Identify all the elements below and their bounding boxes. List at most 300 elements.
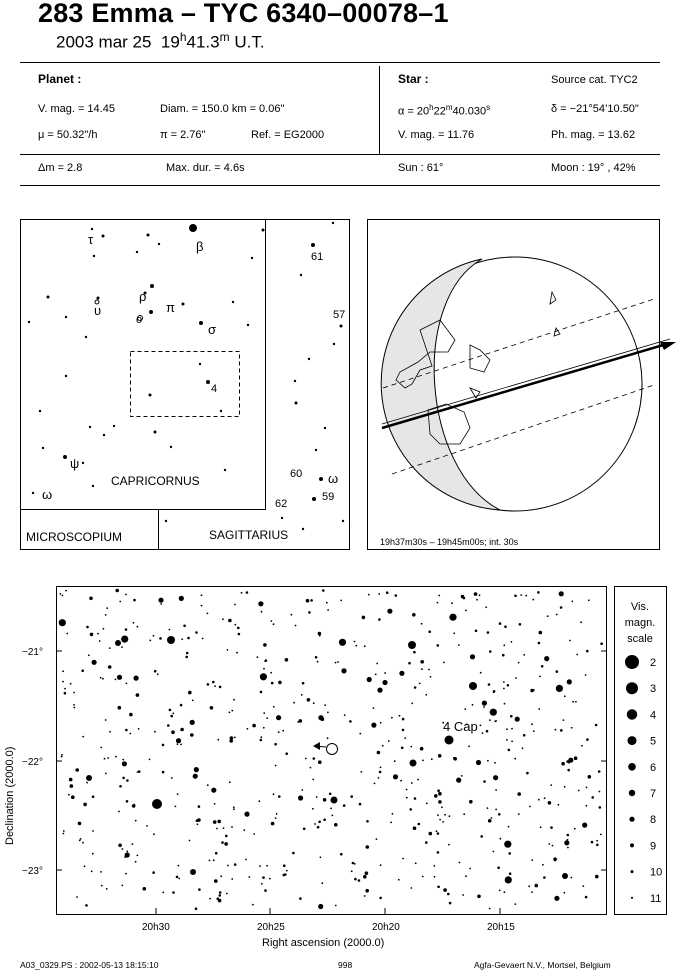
label-psi: ψ (70, 456, 80, 471)
chart-star (596, 840, 598, 842)
chart-star (437, 789, 440, 792)
chart-star (535, 884, 539, 888)
chart-star (586, 787, 588, 789)
chart-star (310, 767, 312, 769)
chart-star (153, 833, 155, 835)
chart-star (575, 701, 577, 703)
chart-star (299, 897, 302, 900)
chart-star (233, 806, 235, 808)
chart-star (596, 844, 599, 847)
chart-star (365, 889, 369, 893)
chart-star (126, 779, 129, 782)
chart-star (472, 704, 474, 706)
chart-star (449, 815, 451, 817)
chart-star (262, 876, 265, 879)
chart-star (207, 683, 210, 686)
chart-star (234, 624, 236, 626)
label-4: 4 (211, 383, 218, 395)
chart-star (540, 826, 542, 828)
chart-star (88, 654, 90, 656)
chart-star (340, 853, 343, 856)
chart-star (118, 706, 122, 710)
chart-star (354, 878, 357, 881)
chart-star (505, 876, 512, 883)
chart-star (231, 826, 233, 828)
chart-star (269, 878, 271, 880)
ra-tick-2025: 20h25 (257, 922, 285, 933)
chart-star (263, 668, 265, 670)
chart-star (483, 780, 486, 783)
chart-star (106, 607, 108, 609)
chart-star (190, 733, 194, 737)
chart-star (506, 739, 508, 741)
chart-star (125, 729, 128, 732)
chart-star (398, 879, 400, 881)
chart-star (241, 592, 243, 594)
chart-star (519, 623, 522, 626)
chart-star (437, 602, 439, 604)
chart-star (359, 803, 362, 806)
chart-star (275, 765, 277, 767)
chart-star (571, 601, 573, 603)
planet-vmag: V. mag. = 14.45 (38, 103, 115, 115)
chart-star (138, 728, 140, 730)
chart-star (518, 813, 520, 815)
chart-star (259, 865, 261, 867)
chart-star (316, 796, 318, 798)
chart-star (109, 731, 111, 733)
chart-star (153, 635, 155, 637)
delta-mag: Δm = 2.8 (38, 162, 83, 174)
chart-star (502, 654, 505, 657)
chart-star (210, 706, 214, 710)
chart-star (561, 729, 563, 731)
chart-star (245, 859, 247, 861)
chart-star (477, 895, 481, 899)
chart-star (591, 841, 594, 844)
chart-star (177, 743, 179, 745)
asteroid-position (327, 744, 338, 755)
chart-star (567, 769, 570, 772)
chart-star (64, 688, 66, 690)
chart-star (413, 651, 416, 654)
chart-star (488, 683, 491, 686)
scale-label: 4 (650, 709, 657, 722)
chart-star (334, 823, 338, 827)
chart-star (362, 616, 366, 620)
chart-star (430, 676, 432, 678)
chart-star (588, 599, 590, 601)
chart-star (318, 632, 322, 636)
chart-star (523, 654, 525, 656)
scale-dot (630, 843, 634, 847)
chart-star (358, 879, 361, 882)
chart-star (487, 631, 490, 634)
chart-star (326, 602, 328, 604)
chart-star (572, 701, 574, 703)
chart-star (411, 887, 413, 889)
scale-title-3: scale (627, 633, 653, 645)
chart-star (231, 710, 233, 712)
chart-star (378, 777, 380, 779)
chart-star (303, 828, 306, 831)
chart-star (229, 712, 231, 714)
planet-parallax: π = 2.76" (160, 129, 206, 141)
chart-star (456, 778, 461, 783)
chart-star (504, 891, 506, 893)
chart-star (122, 777, 125, 780)
chart-star (438, 595, 440, 597)
chart-star (422, 760, 424, 762)
chart-star (97, 633, 99, 635)
chart-star (227, 649, 229, 651)
chart-star (162, 892, 164, 894)
chart-star (600, 642, 603, 645)
chart-star (105, 614, 107, 616)
chart-star (508, 852, 511, 855)
chart-star (171, 730, 175, 734)
chart-star (386, 591, 389, 594)
chart-star (425, 841, 428, 844)
chart-star (493, 775, 498, 780)
chart-star (273, 706, 275, 708)
chart-bright-star (86, 775, 92, 781)
chart-star (489, 650, 492, 653)
chart-star (437, 644, 440, 647)
chart-star (313, 702, 315, 704)
chart-star (115, 589, 119, 593)
chart-star (511, 741, 513, 743)
chart-star (382, 680, 387, 685)
chart-star (413, 826, 417, 830)
chart-star (154, 731, 156, 733)
chart-star (125, 594, 127, 596)
chart-star (360, 771, 362, 773)
chart-star (525, 595, 527, 597)
chart-star (591, 796, 594, 799)
chart-star (564, 786, 566, 788)
label-62: 62 (275, 498, 288, 510)
chart-star (544, 656, 549, 661)
chart-star (83, 803, 87, 807)
scale-dot (627, 709, 637, 719)
chart-star (411, 782, 413, 784)
chart-star (285, 658, 289, 662)
chart-star (376, 838, 378, 840)
chart-star (469, 800, 473, 804)
chart-star (233, 808, 235, 810)
chart-star (335, 905, 337, 907)
chart-star (528, 885, 530, 887)
chart-star (330, 808, 332, 810)
chart-star (133, 599, 136, 602)
chart-star (299, 719, 303, 723)
chart-star (366, 845, 370, 849)
dec-tick-21: −21° (22, 647, 43, 658)
chart-star (125, 852, 130, 857)
chart-star (399, 671, 404, 676)
chart-star (118, 811, 120, 813)
chart-star (263, 643, 267, 647)
scale-dot (629, 790, 635, 796)
chart-star (538, 642, 541, 645)
chart-star (187, 637, 190, 640)
chart-star (209, 898, 211, 900)
chart-star (71, 795, 75, 799)
chart-star (226, 893, 228, 895)
chart-star (260, 691, 263, 694)
chart-star (414, 686, 417, 689)
chart-star (291, 614, 293, 616)
capricornus-boundary (21, 220, 266, 510)
chart-star (458, 644, 460, 646)
chart-star (508, 826, 510, 828)
date-m: m (219, 30, 230, 44)
chart-star (221, 841, 224, 844)
chart-star (273, 623, 275, 625)
label-4-cap: 4 Cap (443, 719, 478, 734)
chart-star (406, 797, 408, 799)
chart-star (486, 730, 489, 733)
chart-star (578, 790, 580, 792)
chart-star (207, 613, 209, 615)
chart-star (371, 723, 376, 728)
chart-star (214, 879, 218, 883)
chart-star (108, 665, 112, 669)
chart-star (84, 865, 86, 867)
chart-star (125, 873, 127, 875)
chart-star (531, 723, 533, 725)
chart-star (487, 807, 489, 809)
planet-reference: Ref. = EG2000 (251, 129, 325, 141)
chart-star (275, 817, 277, 819)
scale-label: 6 (650, 761, 657, 774)
chart-star (554, 896, 559, 901)
chart-star (198, 805, 201, 808)
scale-dot (628, 736, 637, 745)
chart-star (491, 817, 493, 819)
chart-star (302, 682, 305, 685)
chart-star (377, 751, 381, 755)
chart-star (378, 618, 381, 621)
chart-star (159, 637, 162, 640)
scale-dot (626, 682, 638, 694)
scale-dot (629, 817, 634, 822)
chart-star (201, 605, 203, 607)
chart-star (312, 808, 314, 810)
chart-star (489, 908, 491, 910)
globe-caption: 19h37m30s – 19h45m00s; int. 30s (380, 537, 519, 547)
chart-star (327, 712, 329, 714)
chart-star (586, 738, 589, 741)
chart-star (321, 906, 323, 908)
date-suffix: U.T. (234, 32, 265, 52)
label-61: 61 (311, 251, 324, 263)
chart-star (550, 784, 552, 786)
y-axis-label: Declination (2000.0) (4, 746, 16, 845)
chart-star (495, 789, 497, 791)
chart-star (169, 629, 171, 631)
chart-star (65, 590, 67, 592)
chart-star (85, 904, 88, 907)
chart-star (219, 894, 222, 897)
chart-star (465, 610, 467, 612)
label-60: 60 (290, 468, 303, 480)
label-microscopium: MICROSCOPIUM (26, 530, 122, 544)
chart-star (102, 678, 104, 680)
chart-star (261, 883, 263, 885)
chart-star (216, 828, 218, 830)
chart-star (61, 754, 63, 756)
chart-star (260, 739, 263, 742)
chart-star (595, 724, 598, 727)
chart-star (563, 719, 565, 721)
scale-label: 11 (650, 892, 662, 905)
chart-star (135, 861, 137, 863)
chart-star (137, 855, 139, 857)
chart-star (271, 822, 275, 826)
chart-star (404, 737, 406, 739)
scale-label: 8 (650, 814, 657, 827)
chart-star (86, 782, 88, 784)
chart-star (428, 669, 430, 671)
chart-star (543, 876, 546, 879)
chart-star (313, 757, 316, 760)
chart-star (393, 774, 398, 779)
detail-field-box (131, 352, 240, 417)
chart-star (560, 606, 563, 609)
chart-star (126, 800, 129, 803)
chart-star (318, 715, 323, 720)
chart-star (258, 601, 263, 606)
label-sigma: σ (208, 322, 217, 337)
scale-dot (625, 655, 639, 669)
asteroid-motion-arrow (313, 742, 320, 750)
chart-star (514, 595, 517, 598)
chart-star (465, 875, 467, 877)
chart-star (62, 681, 64, 683)
chart-star (392, 813, 394, 815)
chart-star (480, 835, 483, 838)
chart-star (266, 865, 268, 867)
scale-label: 3 (650, 683, 657, 696)
chart-star (201, 594, 203, 596)
footer-company: Agfa-Gevaert N.V., Mortsel, Belgium (474, 960, 611, 970)
chart-star (271, 620, 273, 622)
chart-star (231, 878, 233, 880)
chart-star (317, 826, 320, 829)
chart-star (574, 756, 578, 760)
chart-star (176, 738, 181, 743)
chart-star (469, 868, 471, 870)
chart-star (213, 859, 215, 861)
chart-star (318, 760, 322, 764)
chart-star (564, 892, 566, 894)
chart-star (350, 795, 353, 798)
chart-star (375, 674, 377, 676)
chart-star (278, 681, 282, 685)
chart-star (154, 670, 157, 673)
chart-star (561, 762, 565, 766)
chart-star (533, 689, 535, 691)
chart-star (244, 812, 249, 817)
chart-star (189, 840, 191, 842)
chart-star (61, 756, 63, 758)
chart-star (248, 876, 250, 878)
chart-star (503, 681, 505, 683)
chart-star (237, 627, 240, 630)
chart-star (188, 691, 192, 695)
chart-star (194, 767, 199, 772)
chart-star (476, 760, 481, 765)
footer-file: A03_0329.PS : 2002-05-13 18:15:10 (20, 960, 159, 970)
chart-star (511, 728, 513, 730)
chart-star (176, 876, 179, 879)
scale-title-2: magn. (624, 617, 656, 629)
chart-star (574, 828, 576, 830)
chart-star (488, 819, 492, 823)
chart-star (177, 793, 179, 795)
star-ra: $\alpha = 20^h22^m40.030^s$ (398, 103, 491, 118)
chart-star (479, 594, 481, 596)
chart-star (548, 843, 550, 845)
chart-star (537, 591, 540, 594)
chart-star (59, 619, 66, 626)
chart-star (331, 815, 333, 817)
chart-star (234, 863, 237, 866)
label-capricornus: CAPRICORNUS (111, 474, 200, 488)
chart-star (576, 654, 578, 656)
chart-star (308, 611, 311, 614)
chart-star (62, 670, 64, 672)
chart-star (493, 690, 496, 693)
chart-star (443, 662, 445, 664)
chart-star (167, 724, 170, 727)
date-h: h (179, 30, 187, 44)
chart-star (260, 736, 262, 738)
chart-star (217, 820, 221, 824)
chart-star (78, 822, 82, 826)
chart-star (355, 645, 357, 647)
chart-star (539, 676, 541, 678)
chart-star (558, 804, 560, 806)
chart-star (438, 792, 442, 796)
dec-tick-23: −23° (22, 866, 43, 877)
chart-star (306, 599, 310, 603)
chart-star (310, 599, 313, 602)
chart-star (470, 654, 475, 659)
chart-star (341, 668, 346, 673)
planet-motion: μ = 50.32"/h (38, 129, 98, 141)
label-57: 57 (333, 309, 346, 321)
chart-star (260, 673, 267, 680)
chart-star (441, 806, 443, 808)
chart-star (238, 633, 241, 636)
chart-star (322, 589, 325, 592)
chart-star (180, 704, 183, 707)
chart-star (63, 833, 65, 835)
chart-star (515, 717, 520, 722)
chart-star (402, 729, 405, 732)
star-vmag: V. mag. = 11.76 (398, 129, 475, 141)
chart-star (365, 871, 369, 875)
chart-star (133, 622, 135, 624)
chart-star (215, 852, 218, 855)
chart-star (439, 819, 441, 821)
chart-star (567, 839, 569, 841)
chart-star (531, 891, 533, 893)
ra-tick-2015: 20h15 (487, 922, 515, 933)
